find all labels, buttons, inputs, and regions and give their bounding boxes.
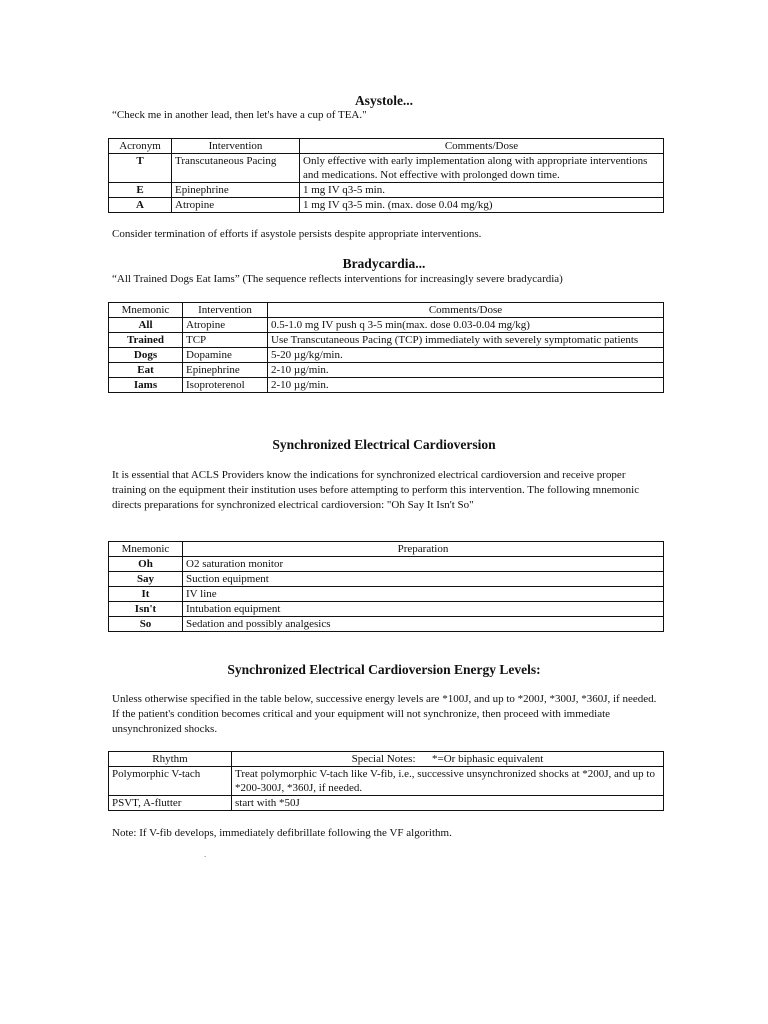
acronym-cell: A <box>109 198 172 213</box>
comment-cell: 0.5-1.0 mg IV push q 3-5 min(max. dose 0.03-0.04 mg/kg) <box>268 318 664 333</box>
bradycardia-table <box>108 302 664 393</box>
table-row <box>109 602 664 617</box>
preparation-cell: IV line <box>183 587 664 602</box>
table-row <box>109 378 664 393</box>
acronym-cell: E <box>109 183 172 198</box>
table-row <box>109 348 664 363</box>
comment-cell: 2-10 µg/min. <box>268 378 664 393</box>
header-cell: Special Notes: *=Or biphasic equivalent <box>232 752 664 767</box>
energy-heading: Synchronized Electrical Cardioversion Energy Levels: <box>227 662 541 677</box>
mnemonic-cell: Say <box>109 572 183 587</box>
table-row <box>109 617 664 632</box>
header-cell: Rhythm <box>109 752 232 767</box>
cardioversion-heading: Synchronized Electrical Cardioversion <box>272 437 496 452</box>
intervention-cell: Transcutaneous Pacing <box>172 154 300 183</box>
table-row <box>109 333 664 348</box>
comment-cell: 2-10 µg/min. <box>268 363 664 378</box>
comment-cell: 1 mg IV q3-5 min. <box>300 183 664 198</box>
table-header-row <box>109 542 664 557</box>
header-cell: Mnemonic <box>109 542 183 557</box>
intervention-cell: Epinephrine <box>172 183 300 198</box>
mnemonic-cell: Eat <box>109 363 183 378</box>
rhythm-cell: Polymorphic V-tach <box>109 767 232 796</box>
energy-footer-note: Note: If V-fib develops, immediately defibrillate following the VF algorithm. <box>112 827 452 839</box>
table-header-row <box>109 752 664 767</box>
mnemonic-cell: Dogs <box>109 348 183 363</box>
preparation-cell: Sedation and possibly analgesics <box>183 617 664 632</box>
mnemonic-cell: Trained <box>109 333 183 348</box>
table-header-row <box>109 303 664 318</box>
header-cell: Comments/Dose <box>300 139 664 154</box>
intervention-cell: Dopamine <box>183 348 268 363</box>
intervention-cell: Epinephrine <box>183 363 268 378</box>
header-cell: Intervention <box>172 139 300 154</box>
note-cell: Treat polymorphic V-tach like V-fib, i.e., successive unsynchronized shocks at *200J, and up to *200-300J, *360J, if needed. <box>232 767 664 796</box>
bradycardia-heading: Bradycardia... <box>342 256 426 271</box>
comment-cell: Only effective with early implementation along with appropriate interventions and medications. Not effective with prolonged down time. <box>300 154 664 183</box>
energy-table <box>108 751 664 811</box>
mnemonic-cell: Iams <box>109 378 183 393</box>
table-row <box>109 796 664 811</box>
comment-cell: 5-20 µg/kg/min. <box>268 348 664 363</box>
table-header-row <box>109 139 664 154</box>
rhythm-cell: PSVT, A-flutter <box>109 796 232 811</box>
cardioversion-table <box>108 541 664 632</box>
header-cell: Mnemonic <box>109 303 183 318</box>
header-cell: Intervention <box>183 303 268 318</box>
note-cell: start with *50J <box>232 796 664 811</box>
comment-cell: Use Transcutaneous Pacing (TCP) immediately with severely symptomatic patients <box>268 333 664 348</box>
header-cell: Preparation <box>183 542 664 557</box>
table-row <box>109 198 664 213</box>
acronym-cell: T <box>109 154 172 183</box>
mnemonic-cell: Oh <box>109 557 183 572</box>
cardioversion-paragraph: It is essential that ACLS Providers know the indications for synchronized electrical cardioversion and receive proper training on the equipment their institution uses before attempting to perform this intervention. The following mnemonic directs preparations for synchronized electrical cardioversion: "Oh Say It Isn't So" <box>112 469 640 511</box>
mnemonic-cell: All <box>109 318 183 333</box>
asystole-heading: Asystole... <box>354 93 414 108</box>
table-row <box>109 557 664 572</box>
header-cell: Acronym <box>109 139 172 154</box>
preparation-cell: Suction equipment <box>183 572 664 587</box>
asystole-table <box>108 138 664 213</box>
table-row <box>109 767 664 796</box>
mnemonic-cell: Isn't <box>109 602 183 617</box>
table-row <box>109 363 664 378</box>
table-row <box>109 587 664 602</box>
stray-dot: . <box>204 849 207 859</box>
intervention-cell: TCP <box>183 333 268 348</box>
table-row <box>109 572 664 587</box>
preparation-cell: Intubation equipment <box>183 602 664 617</box>
asystole-mnemonic: “Check me in another lead, then let's have a cup of TEA." <box>112 109 367 121</box>
mnemonic-cell: So <box>109 617 183 632</box>
intervention-cell: Atropine <box>172 198 300 213</box>
energy-paragraph: Unless otherwise specified in the table below, successive energy levels are *100J, and up to *200J, *300J, *360J, if needed. If the patient's condition becomes critical and your equipment will not synchronize, then proceed with immediate unsynchronized shocks. <box>112 693 657 735</box>
table-row <box>109 154 664 183</box>
comment-cell: 1 mg IV q3-5 min. (max. dose 0.04 mg/kg) <box>300 198 664 213</box>
bradycardia-mnemonic: “All Trained Dogs Eat Iams” (The sequence reflects interventions for increasingly severe bradycardia) <box>112 273 563 285</box>
intervention-cell: Isoproterenol <box>183 378 268 393</box>
mnemonic-cell: It <box>109 587 183 602</box>
intervention-cell: Atropine <box>183 318 268 333</box>
asystole-note: Consider termination of efforts if asystole persists despite appropriate interventions. <box>112 228 482 240</box>
preparation-cell: O2 saturation monitor <box>183 557 664 572</box>
header-cell: Comments/Dose <box>268 303 664 318</box>
table-row <box>109 183 664 198</box>
table-row <box>109 318 664 333</box>
